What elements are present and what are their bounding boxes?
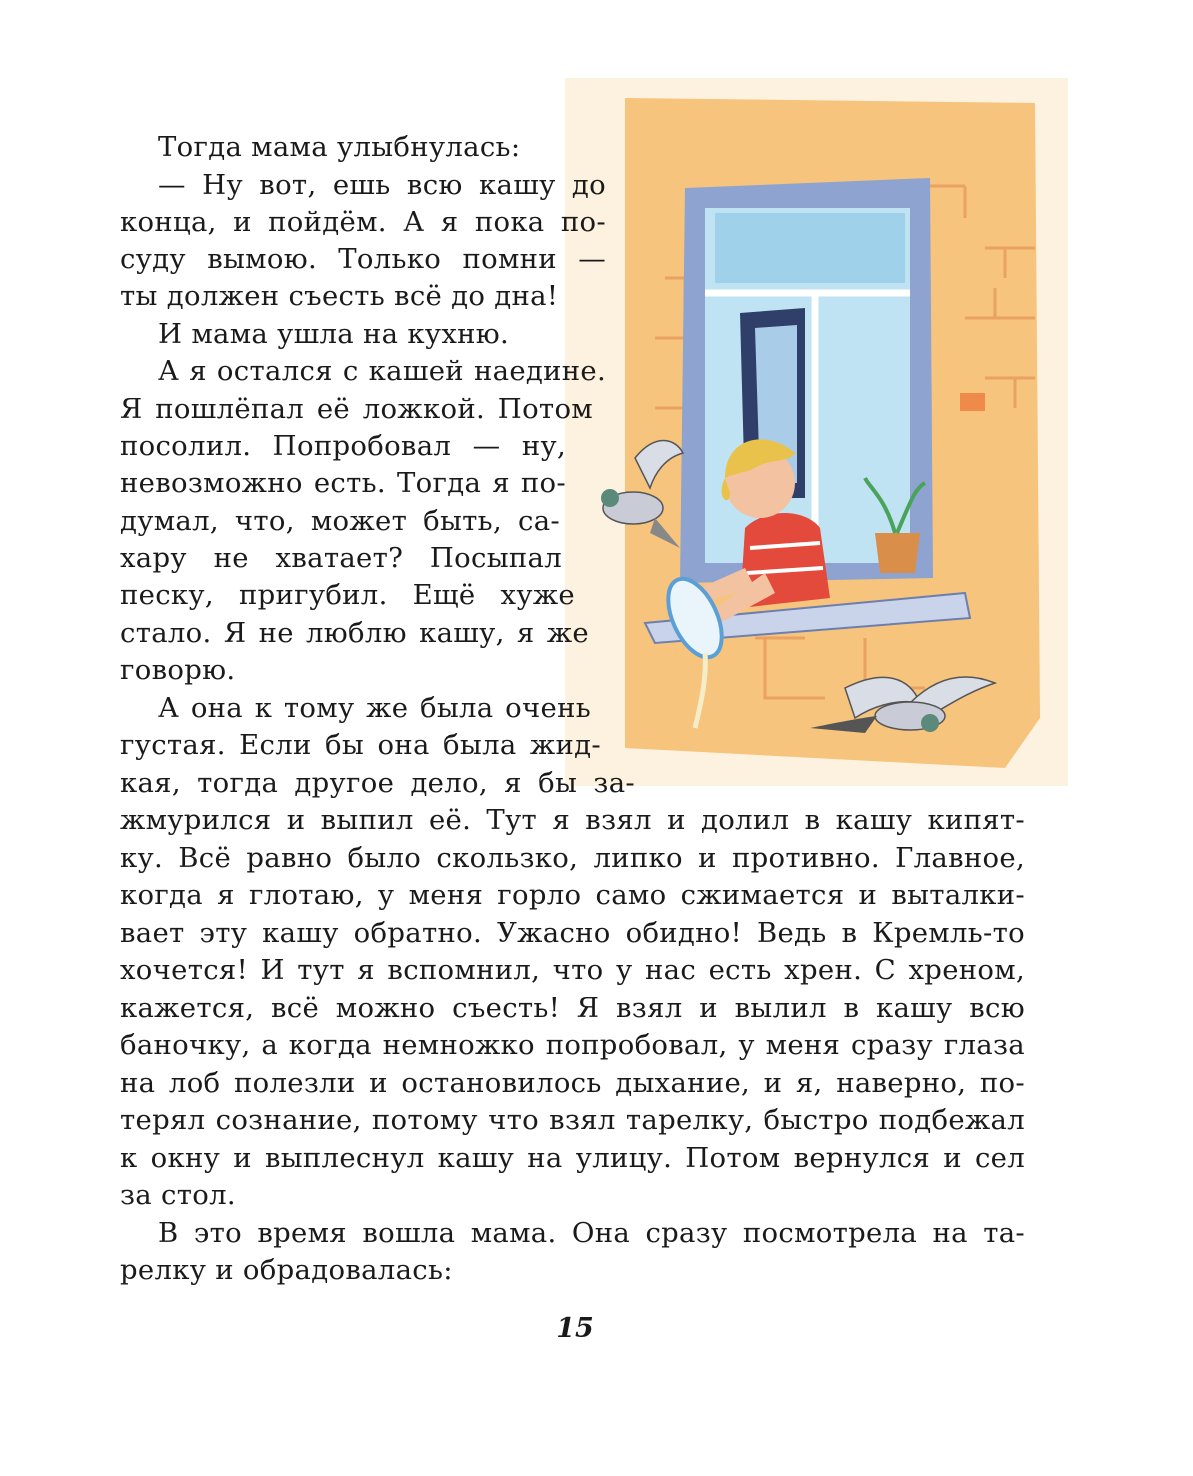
text-line: кая, тогда другое дело, я бы за- [120, 767, 635, 799]
text-line: терял сознание, потому что взял тарелку, быстро подбежал [120, 1104, 1025, 1136]
text-line: А я остался с кашей наедине. [158, 355, 606, 387]
text-line: стало. Я не люблю кашу, я же [120, 617, 589, 649]
page-number: 15 [556, 1313, 594, 1344]
text-line: за стол. [120, 1179, 236, 1211]
text-line: И мама ушла на кухню. [158, 318, 510, 350]
text-line: ку. Всё равно было скользко, липко и противно. Главное, [120, 842, 1025, 874]
text-line: релку и обрадовалась: [120, 1254, 453, 1286]
text-line: конца, и пойдём. А я пока по- [120, 206, 606, 238]
text-line: В это время вошла мама. Она сразу посмотрела на та- [158, 1217, 1025, 1249]
text-line: густая. Если бы она была жид- [120, 729, 601, 761]
text-line: суду вымою. Только помни — [120, 243, 606, 275]
text-line: Я пошлёпал её ложкой. Потом [120, 393, 593, 425]
text-line: баночку, а когда немножко попробовал, у меня сразу глаза [120, 1029, 1025, 1061]
text-line: к окну и выплеснул кашу на улицу. Потом вернулся и сел [120, 1142, 1025, 1174]
text-line: думал, что, может быть, са- [120, 505, 560, 537]
text-line: говорю. [120, 654, 236, 686]
text-line: ты должен съесть всё до дна! [120, 280, 559, 312]
text-line: вает эту кашу обратно. Ужасно обидно! Ведь в Кремль-то [120, 917, 1025, 949]
text-line: — Ну вот, ешь всю кашу до [158, 169, 606, 201]
text-line: хару не хватает? Посыпал [120, 542, 562, 574]
text-line: хочется! И тут я вспомнил, что у нас есть хрен. С хреном, [120, 954, 1025, 986]
text-line: посолил. Попробовал — ну, [120, 430, 566, 462]
text-line: когда я глотаю, у меня горло само сжимается и выталки- [120, 879, 1025, 911]
text-line: Тогда мама улыбнулась: [158, 131, 521, 163]
text-line: невозможно есть. Тогда я по- [120, 467, 566, 499]
text-line: на лоб полезли и остановилось дыхание, и я, наверно, по- [120, 1067, 1025, 1099]
text-line: жмурился и выпил её. Тут я взял и долил в кашу кипят- [120, 804, 1025, 836]
text-line: А она к тому же была очень [158, 692, 591, 724]
text-line: песку, пригубил. Ещё хуже [120, 579, 575, 611]
text-line: кажется, всё можно съесть! Я взял и вылил в кашу всю [120, 992, 1025, 1024]
